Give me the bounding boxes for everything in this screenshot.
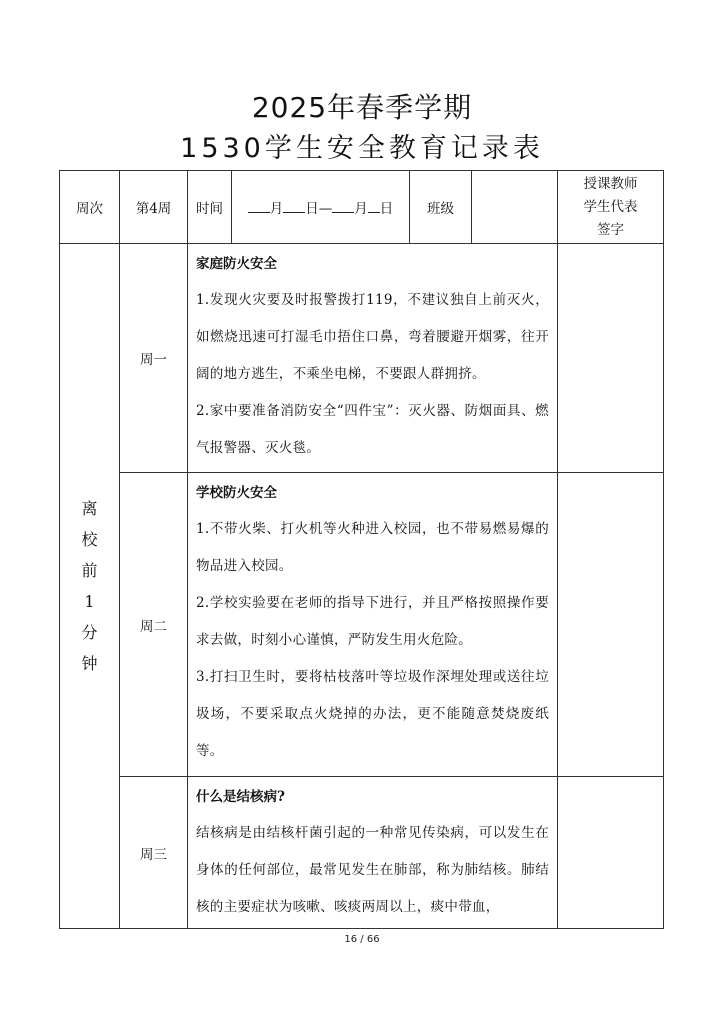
- table-row-tuesday: [60, 473, 664, 777]
- blank-line: [283, 198, 305, 213]
- lesson-heading: 什么是结核病?: [196, 789, 285, 805]
- title-record-form: 1530学生安全教育记录表: [180, 133, 544, 164]
- class-label: 班级: [410, 171, 472, 244]
- side-char: 离: [81, 499, 98, 518]
- record-table: [59, 170, 664, 929]
- side-char: 前: [81, 561, 98, 580]
- table-row-monday: [60, 244, 664, 473]
- lesson-paragraph: 2.家中要准备消防安全“四件宝”：灭火器、防烟面具、燃气报警器、灭火毯。: [196, 403, 549, 456]
- date-month-1: 月: [269, 201, 284, 217]
- date-day-2: 日: [379, 201, 394, 217]
- sign-label-line-2: 学生代表: [583, 198, 638, 215]
- lesson-paragraph: 结核病是由结核杆菌引起的一种常见传染病，可以发生在身体的任何部位，最常见发生在肺部，称为肺结核。肺结核的主要症状为咳嗽、咳痰两周以上，痰中带血，: [196, 825, 549, 915]
- lesson-content-tuesday: [188, 473, 558, 777]
- blank-line: [248, 198, 270, 213]
- page-number: 16 / 66: [344, 934, 380, 945]
- blank-line: [368, 198, 380, 213]
- lesson-content-wednesday: [188, 777, 558, 929]
- blank-line: [332, 198, 354, 213]
- signature-cell-wednesday[interactable]: [558, 777, 664, 929]
- lesson-paragraph: 1.发现火灾要及时报警拨打119，不建议独自上前灭火，如燃烧迅速可打湿毛巾捂住口鼻，弯着腰避开烟雾，往开阔的地方逃生，不乘坐电梯，不要跟人群拥挤。: [196, 292, 549, 382]
- date-range-field[interactable]: [232, 171, 410, 244]
- table-row-wednesday: [60, 777, 664, 929]
- lesson-paragraph: 3.打扫卫生时，要将枯枝落叶等垃圾作深埋处理或送往垃圾场，不要采取点火烧掉的办法，更不能随意焚烧废纸等。: [196, 669, 549, 759]
- signature-cell-tuesday[interactable]: [558, 473, 664, 777]
- lesson-paragraph: 1.不带火柴、打火机等火种进入校园，也不带易燃易爆的物品进入校园。: [196, 521, 549, 574]
- lesson-content-monday: [188, 244, 558, 473]
- side-char: 钟: [81, 654, 98, 673]
- lesson-paragraph: 2.学校实验要在老师的指导下进行，并且严格按照操作要求去做，时刻小心谨慎，严防发生用火危险。: [196, 595, 549, 648]
- title-semester: 2025年春季学期: [251, 91, 473, 124]
- day-label-tuesday: 周二: [120, 473, 188, 777]
- date-month-2: 月: [354, 201, 368, 217]
- lesson-heading: 家庭防火安全: [196, 256, 277, 272]
- week-label: 周次: [60, 171, 120, 244]
- header-row: [60, 171, 664, 244]
- side-char: 分: [81, 623, 98, 642]
- signature-header: [558, 171, 664, 244]
- side-char: 1: [84, 592, 95, 611]
- date-day-1: 日—: [305, 201, 333, 217]
- side-label-before-leaving: [60, 244, 120, 929]
- day-label-monday: 周一: [120, 244, 188, 473]
- day-label-wednesday: 周三: [120, 777, 188, 929]
- side-char: 校: [81, 530, 98, 549]
- sign-label-line-1: 授课教师: [583, 175, 638, 192]
- class-value-field[interactable]: [472, 171, 558, 244]
- lesson-heading: 学校防火安全: [196, 485, 277, 501]
- time-label: 时间: [188, 171, 232, 244]
- week-value: 第4周: [120, 171, 188, 244]
- signature-cell-monday[interactable]: [558, 244, 664, 473]
- sign-label-line-3: 签字: [597, 221, 624, 238]
